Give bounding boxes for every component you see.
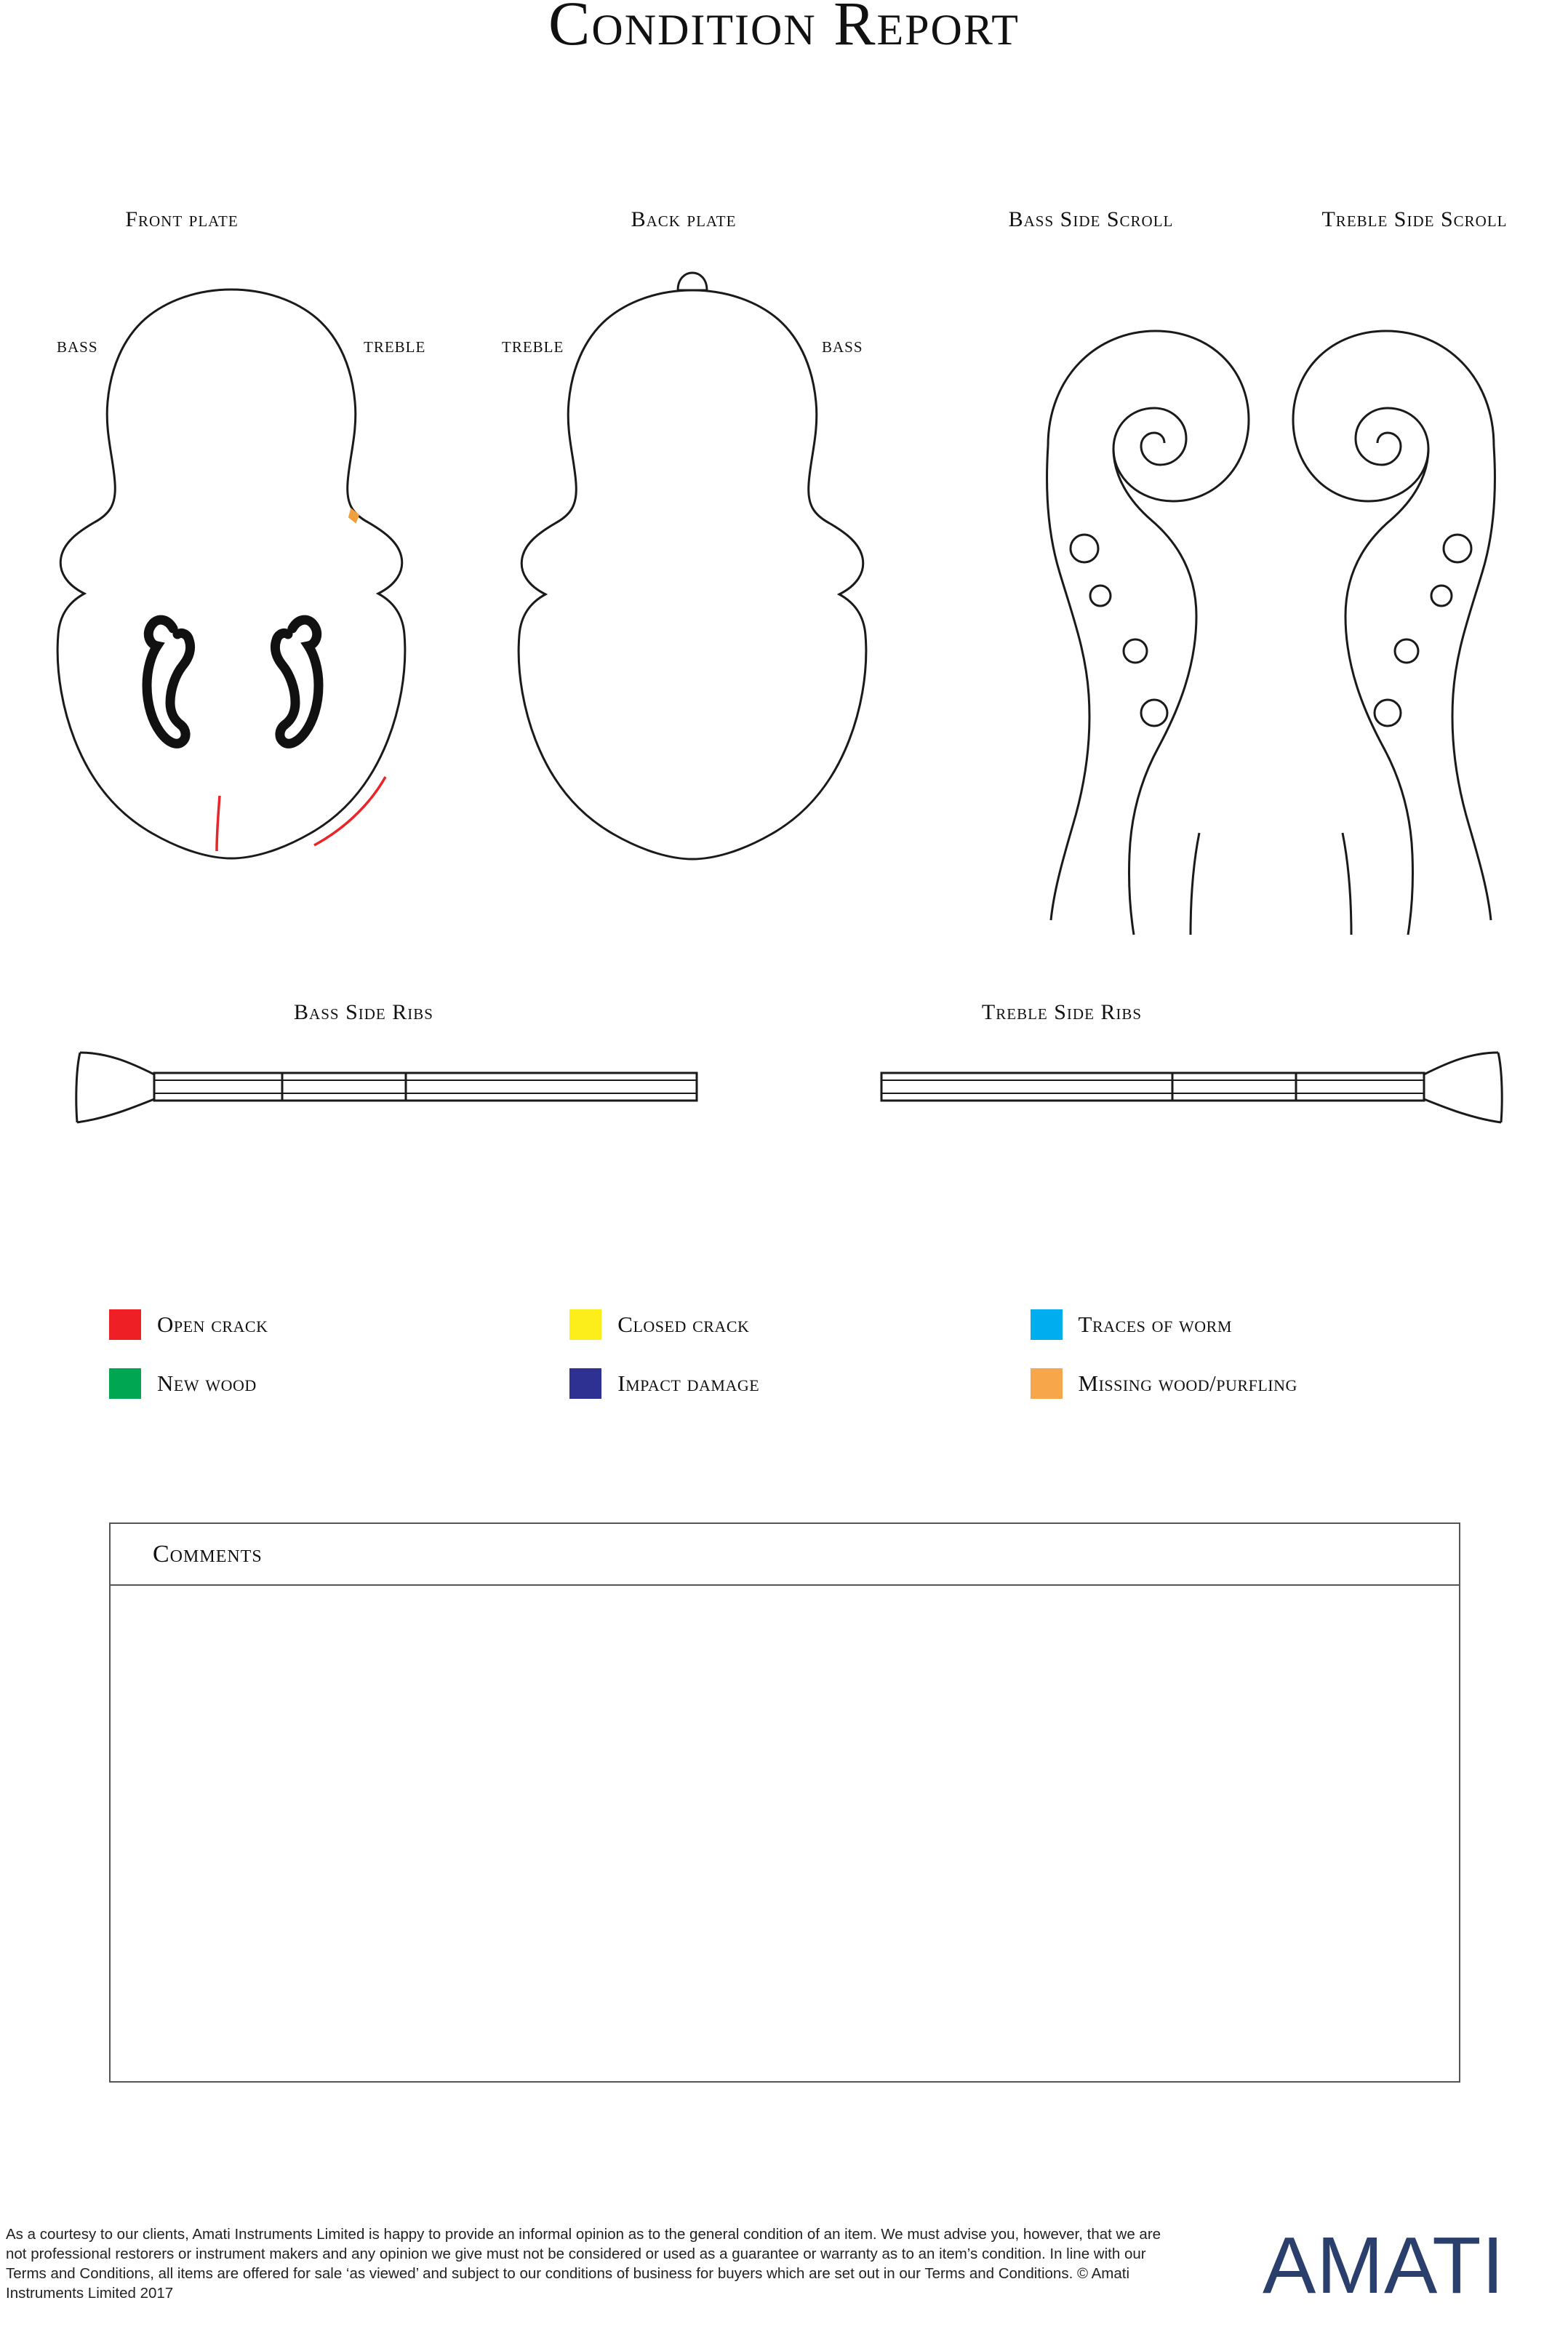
treble-side-ribs-diagram[interactable] bbox=[807, 1037, 1505, 1146]
legend-row bbox=[109, 1309, 1491, 1340]
bass-side-scroll-diagram[interactable] bbox=[978, 258, 1255, 949]
comments-box bbox=[109, 1522, 1460, 2083]
amati-logo bbox=[1263, 2226, 1568, 2313]
caption-front-plate: Front plate bbox=[125, 207, 239, 231]
swatch-traces-of-worm bbox=[1031, 1309, 1063, 1340]
caption-treble-side-ribs: Treble Side Ribs bbox=[981, 1000, 1143, 1024]
back-plate-diagram[interactable] bbox=[495, 258, 887, 935]
legend-label-traces-of-worm: Traces of worm bbox=[1078, 1312, 1232, 1337]
legend-label-impact-damage: Impact damage bbox=[617, 1370, 760, 1396]
swatch-missing-wood-purfling bbox=[1031, 1368, 1063, 1399]
legend-row bbox=[109, 1368, 1491, 1399]
legend-item-open-crack bbox=[109, 1309, 569, 1340]
legend-item-missing-wood-purfling bbox=[1031, 1368, 1491, 1399]
front-plate-diagram[interactable] bbox=[44, 276, 422, 931]
back-plate-bass-label: BASS bbox=[822, 338, 863, 356]
caption-back-plate: Back plate bbox=[631, 207, 737, 231]
legend bbox=[109, 1309, 1491, 1427]
legend-item-closed-crack bbox=[569, 1309, 1030, 1340]
caption-bass-side-scroll: Bass Side Scroll bbox=[1008, 207, 1174, 231]
legend-label-missing-wood-purfling: Missing wood/purfling bbox=[1078, 1370, 1297, 1396]
legend-label-open-crack: Open crack bbox=[157, 1312, 268, 1337]
swatch-impact-damage bbox=[569, 1368, 601, 1399]
treble-side-scroll-diagram[interactable] bbox=[1287, 258, 1564, 949]
caption-treble-side-scroll: Treble Side Scroll bbox=[1321, 207, 1508, 231]
swatch-open-crack bbox=[109, 1309, 141, 1340]
legend-label-closed-crack: Closed crack bbox=[617, 1312, 750, 1337]
page-title: Condition Report bbox=[548, 0, 1020, 58]
amati-logo-text: AMATI bbox=[1263, 2226, 1505, 2310]
caption-bass-side-ribs: Bass Side Ribs bbox=[294, 1000, 433, 1024]
front-plate-treble-label: TREBLE bbox=[364, 338, 426, 356]
footer-disclaimer: As a courtesy to our clients, Amati Instruments Limited is happy to provide an informal opinion as to the general condition of an item. We must advise you, however, that we are not professional restorers or instrument makers and any opinion we give must not be considered or used as a guarantee or warranty as to an item’s condition. In line with our Terms and Conditions, all items are offered for sale ‘as viewed’ and subject to our conditions of business for buyers which are set out in our Terms and Conditions. © Amati Instruments Limited 2017 bbox=[6, 2226, 1161, 2302]
legend-item-new-wood bbox=[109, 1368, 569, 1399]
swatch-new-wood bbox=[109, 1368, 141, 1399]
legend-item-impact-damage bbox=[569, 1368, 1030, 1399]
comments-input[interactable] bbox=[111, 1586, 1459, 2081]
comments-label: Comments bbox=[153, 1540, 263, 1568]
legend-item-traces-of-worm bbox=[1031, 1309, 1491, 1340]
legend-label-new-wood: New wood bbox=[157, 1370, 257, 1396]
swatch-closed-crack bbox=[569, 1309, 601, 1340]
bass-side-ribs-diagram[interactable] bbox=[73, 1037, 771, 1146]
comments-header bbox=[111, 1524, 1459, 1586]
back-plate-treble-label: TREBLE bbox=[502, 338, 564, 356]
front-plate-bass-label: BASS bbox=[57, 338, 98, 356]
